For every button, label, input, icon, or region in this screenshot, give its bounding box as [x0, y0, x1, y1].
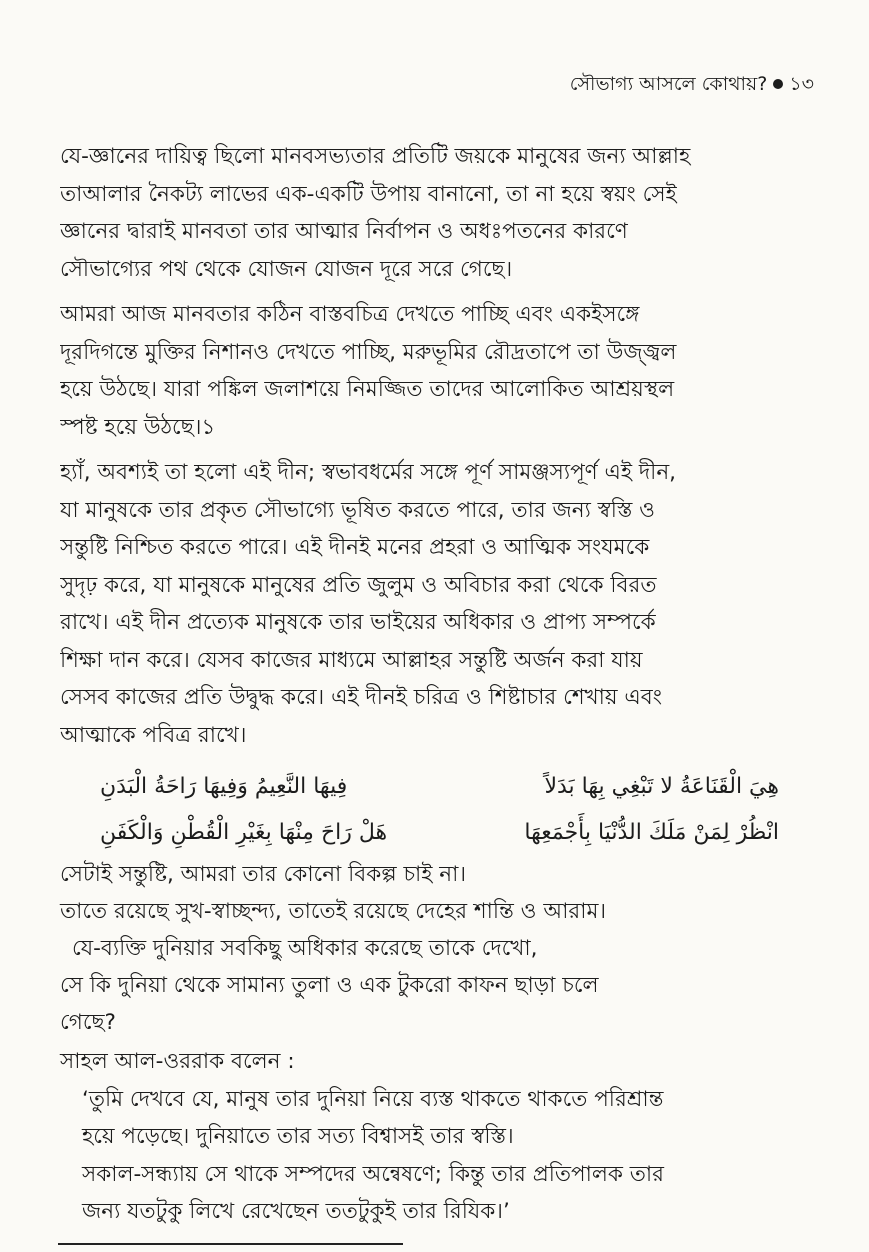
text-line: যা মানুষকে তার প্রকৃত সৌভাগ্যে ভূষিত করতে পারে, তার জন্য স্বস্তি ও [60, 497, 655, 523]
text-line: জ্ঞানের দ্বারাই মানবতা তার আত্মার নির্বাপন ও অধঃপতনের কারণে [60, 219, 628, 244]
text-line: তাআলার নৈকট্য লাভের এক-একটি উপায় বানানো, তা না হয়ে স্বয়ং সেই [60, 181, 677, 207]
translation-line: গেছে? [60, 1010, 116, 1035]
quote-line: সকাল-সন্ধ্যায় সে থাকে সম্পদের অন্বেষণে; কিন্তু তার প্রতিপালক তার [82, 1161, 664, 1187]
arabic-hemistich: هَلْ رَاحَ مِنْهَا بِغَيْرِ الْقُطْنِ وَالْكَفَنِ [100, 820, 388, 845]
quote-line: হয়ে পড়েছে। দুনিয়াতে তার সত্য বিশ্বাসই তার স্বস্তি। [82, 1124, 514, 1149]
quotation [60, 1081, 815, 1231]
body-text [60, 138, 815, 1231]
text-line: যে-জ্ঞানের দায়িত্ব ছিলো মানবসভ্যতার প্রতিটি জয়কে মানুষের জন্য আল্লাহ [60, 144, 691, 169]
quote-line: জন্য যতটুকু লিখে রেখেছেন ততটুকুই তার রিযিক।’ [82, 1199, 510, 1224]
arabic-verse-line [60, 808, 815, 854]
arabic-verse-line [60, 762, 815, 808]
text-line: আমরা আজ মানবতার কঠিন বাস্তবচিত্র দেখতে পাচ্ছি এবং একইসঙ্গে [60, 302, 640, 327]
paragraph-2 [60, 296, 815, 446]
translation-line: সেটাই সন্তুষ্টি, আমরা তার কোনো বিকল্প চাই না। [60, 862, 467, 887]
text-line: হ্যাঁ, অবশ্যই তা হলো এই দীন; স্বভাবধর্মের সঙ্গে পূর্ণ সামঞ্জস্যপূর্ণ এই দীন, [60, 460, 677, 485]
paragraph-1 [60, 138, 815, 288]
translation-line: সে কি দুনিয়া থেকে সামান্য তুলা ও এক টুকরো কাফন ছাড়া চলে [60, 973, 599, 998]
footnote-divider [58, 1243, 403, 1245]
text-line: রাখে। এই দীন প্রত্যেক মানুষকে তার ভাইয়ের অধিকার ও প্রাপ্য সম্পর্কে [60, 610, 656, 635]
text-line: সন্তুষ্টি নিশ্চিত করতে পারে। এই দীনই মনের প্রহরা ও আত্মিক সংযমকে [60, 535, 650, 560]
text-line: হয়ে উঠছে। যারা পঙ্কিল জলাশয়ে নিমজ্জিত তাদের আলোকিত আশ্রয়স্থল [60, 377, 675, 402]
text-line: আত্মাকে পবিত্র রাখে। [60, 722, 247, 748]
attribution: সাহল আল-ওররাক বলেন : [60, 1049, 295, 1074]
paragraph-3 [60, 454, 815, 754]
quote-line: ‘তুমি দেখবে যে, মানুষ তার দুনিয়া নিয়ে ব্যস্ত থাকতে থাকতে পরিশ্রান্ত [82, 1086, 664, 1112]
text-line: শিক্ষা দান করে। যেসব কাজের মাধ্যমে আল্লাহর সন্তুষ্টি অর্জন করা যায় [60, 647, 643, 673]
translation-line: যে-ব্যক্তি দুনিয়ার সবকিছু অধিকার করেছে তাকে দেখো, [72, 936, 538, 961]
translation-line: তাতে রয়েছে সুখ-স্বাচ্ছন্দ্য, তাতেই রয়েছে দেহের শান্তি ও আরাম। [60, 899, 607, 924]
page-number: ১৩ [789, 73, 814, 95]
running-title: সৌভাগ্য আসলে কোথায়? [569, 73, 768, 95]
text-line: সৌভাগ্যের পথ থেকে যোজন যোজন দূরে সরে গেছে। [60, 256, 513, 282]
arabic-hemistich: انْظُرْ لِمَنْ مَلَكَ الدُّنْيَا بِأَجْمَعِهَا [524, 820, 779, 845]
running-header [570, 70, 814, 102]
text-line: সেসব কাজের প্রতি উদ্বুদ্ধ করে। এই দীনই চরিত্র ও শিষ্টাচার শেখায় এবং [60, 685, 662, 710]
text-line: সুদৃঢ় করে, যা মানুষকে মানুষের প্রতি জুলুম ও অবিচার করা থেকে বিরত [60, 572, 657, 598]
bullet-separator [773, 79, 783, 89]
text-line: স্পষ্ট হয়ে উঠছে।১ [60, 414, 216, 440]
text-line: দূরদিগন্তে মুক্তির নিশানও দেখতে পাচ্ছি, মরুভূমির রৌদ্রতাপে তা উজ্জ্বল [60, 339, 677, 365]
arabic-hemistich: فِيهَا النَّعِيمُ وَفِيهَا رَاحَةُ الْبَدَنِ [100, 774, 348, 799]
verse-translation [60, 856, 815, 1041]
arabic-hemistich: هِيَ الْقَنَاعَةُ لا تَبْغِي بِهَا بَدَلاً [544, 774, 779, 799]
